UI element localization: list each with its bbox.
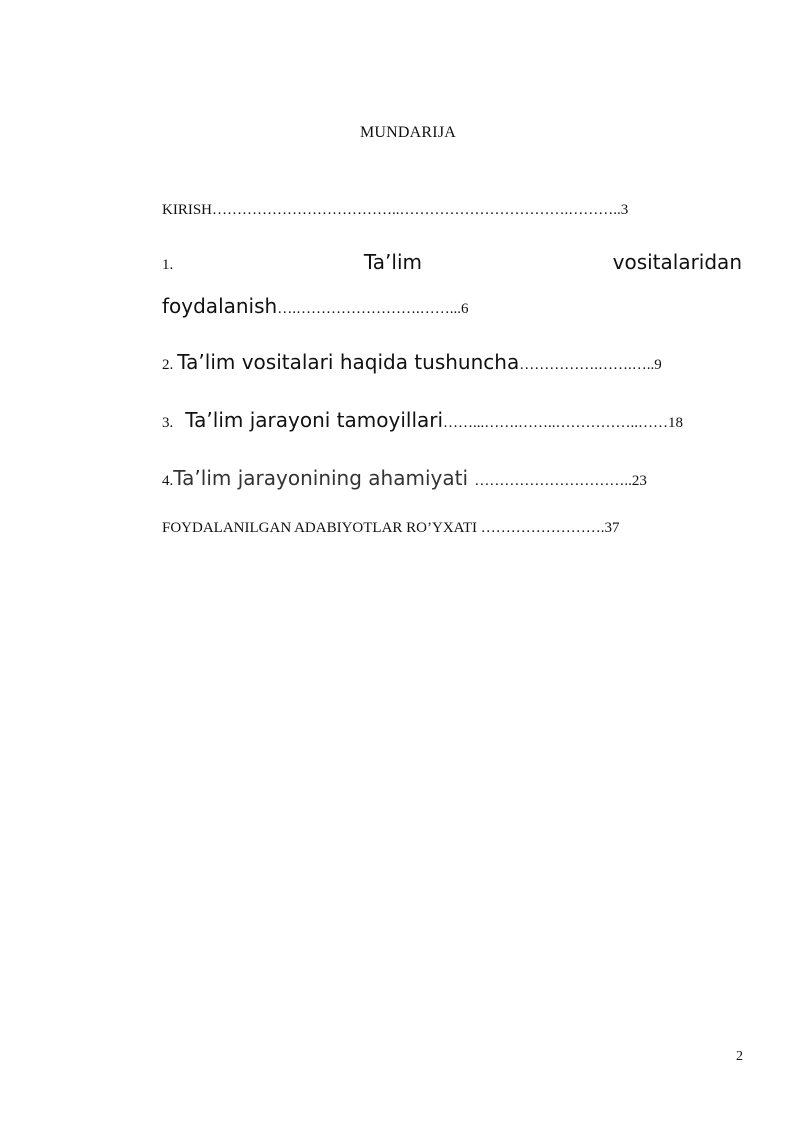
toc-entry-4[interactable] [162,466,742,490]
toc-entry-number: 1. [162,257,174,273]
toc-entry-1-line2[interactable] [162,294,742,318]
toc-entry-number: 4. [162,473,174,489]
toc-page-number: 9 [654,357,662,373]
toc-page-number: 3 [620,202,629,218]
toc-entry-label: FOYDALANILGAN ADABIYOTLAR RO’YXATI [162,520,481,536]
toc-entry-kirish[interactable] [162,202,742,219]
toc-entry-label: Ta’lim jarayoni tamoyillari [185,408,444,432]
toc-leader-dots: ……………………. [480,520,605,536]
toc-entry-word: foydalanish [162,294,278,318]
toc-entry-label: Ta’lim jarayonining ahamiyati [173,466,475,490]
toc-entry-3[interactable] [162,408,742,432]
toc-page-number: 23 [631,473,647,489]
toc-entry-1-line1[interactable] [162,250,742,274]
toc-entry-2[interactable] [162,350,742,374]
toc-entry-adabiyotlar[interactable] [162,520,742,537]
toc-entry-word: vositalaridan [612,250,742,274]
toc-page-number: 6 [460,301,469,317]
page-number: 2 [736,1049,743,1064]
toc-entry-number: 3. [162,415,174,431]
toc-entry-word: Ta’lim [363,250,422,274]
toc-leader-dots: ………………………………..…………………………….……….. [212,202,621,218]
toc-page-number: 18 [668,415,684,431]
toc-leader-dots: ….…………………….……... [277,301,461,317]
toc-page-number: 37 [604,520,620,536]
toc-leader-dots: ……...…….……..……………..…… [443,415,669,431]
toc-entry-label: KIRISH [162,202,213,218]
page-title: MUNDARIJA [359,124,457,141]
toc-leader-dots: ………………………….. [474,473,632,489]
toc-entry-label: Ta’lim vositalari haqida tushuncha [177,350,520,374]
toc-leader-dots: …………….…….….. [519,357,655,373]
toc-entry-number: 2. [162,357,174,373]
